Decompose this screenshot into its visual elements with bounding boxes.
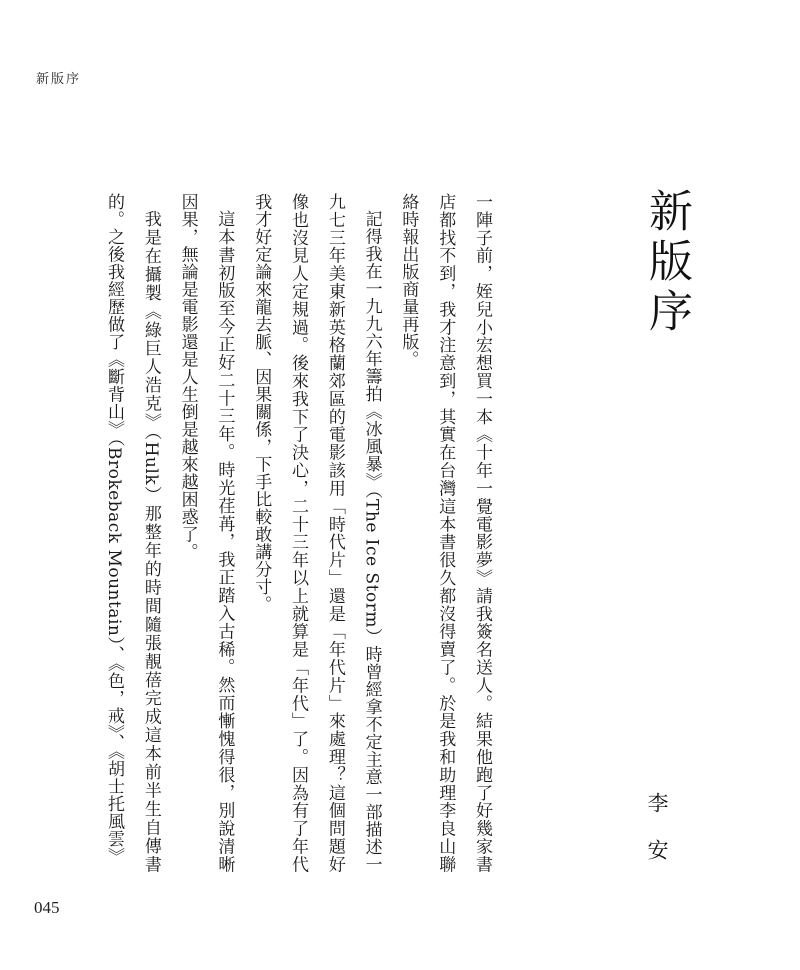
paragraph-4: 我是在攝製《綠巨人浩克》（Hulk）那整年的時間隨張靚蓓完成這本前半生自傳書的。之後我經歷做了《斷背山》（Brokeback Mountain）、《色，戒》、《胡士托風雲》 xyxy=(104,193,161,873)
author-name: 李安 xyxy=(645,792,669,886)
running-header: 新版序 xyxy=(36,72,82,87)
paragraph-2: 記得我在一九九六年籌拍《冰風暴》（The Ice Storm）時曾經拿不定主意一部描述一九七三年美東新英格蘭郊區的電影該用「時代片」還是「年代片」來處理？這個問題好像也沒見人定規過。後來我下了決心，二十三年以上就算是「年代」了。因為有了年代我才好定論來龍去脈、因果關係，下手比較敢講分寸。 xyxy=(251,193,382,873)
chapter-title: 新版序 xyxy=(641,188,692,338)
body-text xyxy=(105,193,500,873)
page-number: 045 xyxy=(34,898,60,917)
paragraph-3: 這本書初版至今正好二十三年。時光荏苒，我正踏入古稀。然而慚愧得很，別說清晰因果，無論是電影還是人生倒是越來越困惑了。 xyxy=(177,193,235,873)
paragraph-1: 一陣子前，姪兒小宏想買一本《十年一覺電影夢》請我簽名送人。結果他跑了好幾家書店都找不到，我才注意到，其實在台灣這本書很久都沒得賣了。於是我和助理李良山聯絡時報出版商量再版。 xyxy=(398,193,492,873)
